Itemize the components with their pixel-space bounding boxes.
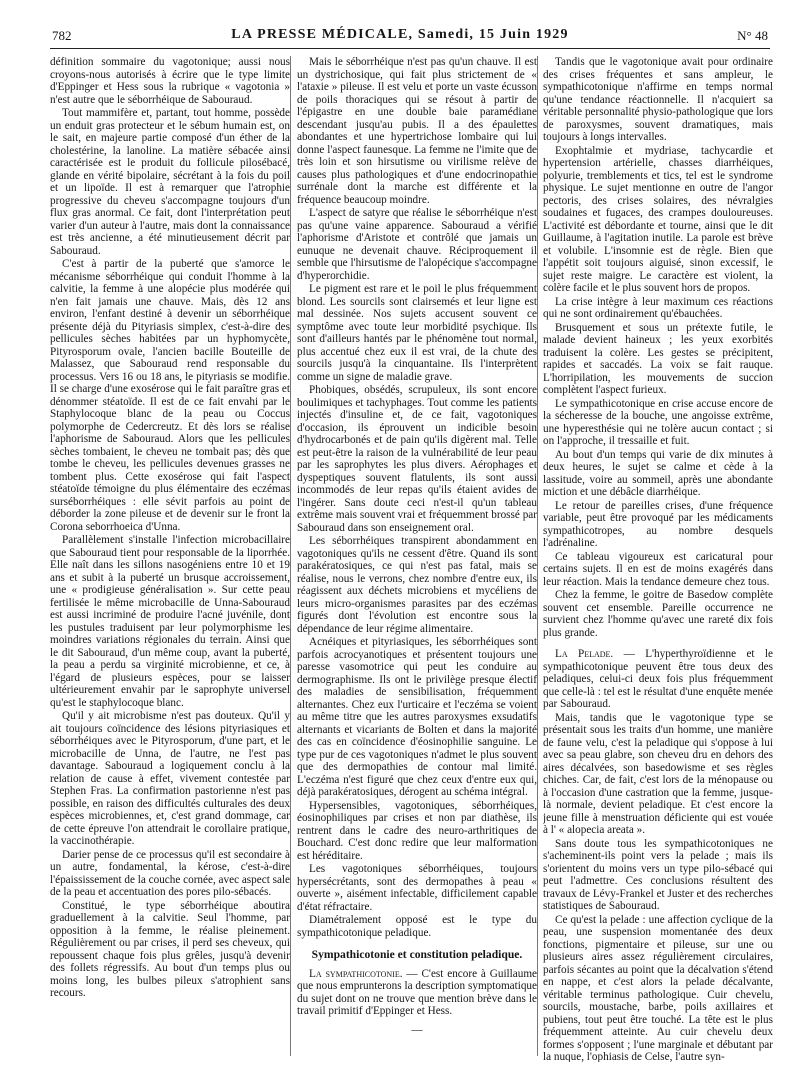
paragraph: Ce tableau vigoureux est caricatural pour certains sujets. Il en est de moins exagérés dans leur réaction. Mais la tendance demeure chez tous. (543, 550, 773, 588)
end-dash: — (411, 1023, 423, 1036)
section-lead: La sympathicotonie. (309, 967, 403, 980)
page-number: 782 (52, 28, 72, 43)
column-1 (50, 56, 290, 1062)
paragraph: Darier pense de ce processus qu'il est secondaire à un autre, fondamental, la kérose, c'est-à-dire l'épaississement de la couche cornée, avec aspect sale de la peau et accentuation des pores pilo-sébacés. (50, 848, 290, 898)
column-3 (543, 56, 773, 1062)
paragraph: Qu'il y ait microbisme n'est pas douteux. Qu'il y ait toujours coïncidence des lésions pityriasiques et séborrhéiques avec le Pityrosporum, d'une part, et le microbacille de Unna, de l'autre, ne l'est pas davantage. Sabouraud a logiquement conclu à la relation de cause à effet, vivement contestée par Stephen Fras. La confirmation pastorienne n'est pas possible, en raison des difficultés culturales des deux espèces microbiennes, et, c'est grand dommage, car de cette épreuve l'on attendrait le corollaire pratique, la vaccinothérapie. (50, 710, 290, 847)
section-lead: La Pelade. (555, 648, 614, 660)
page-header (0, 26, 800, 48)
paragraph: Diamétralement opposé est le type du sympathicotonique peladique. (297, 914, 537, 939)
header-rule (50, 48, 770, 49)
paragraph: Le retour de pareilles crises, d'une fréquence variable, peut être provoqué par les médicaments sympathicotropes, au nombre desquels l'adrénaline. (543, 499, 773, 549)
paragraph: Parallèlement s'installe l'infection microbacillaire que Sabouraud tient pour responsable de la liporrhée. Elle naît dans les sillons nasogéniens entre 10 et 19 ans et subit à la puberté un brusque accroissement, une « prodigieuse généralisation ». Sur cette peau fertilisée le même microbacille de Unna-Sabouraud est aussi incriminé de produire l'acné juvénile, dont les pustules traduisent par leur polymorphisme les moindres variations régionales du terrain. Ainsi que le dit Sabouraud, d'un même coup, avant la puberté, la peau a perdu sa virginité microbienne, et ce, à l'égard de plusieurs espèces, pour se laisser ultérieurement envahir par le saprophyte universel qu'est le staphylocoque blanc. (50, 534, 290, 709)
paragraph: Le sympathicotonique en crise accuse encore de la sécheresse de la bouche, une angoisse extrême, une hyperesthésie qui ne tolère aucun contact ; si on l'approche, il tressaille et fuit. (543, 397, 773, 447)
journal-title: LA PRESSE MÉDICALE, Samedi, 15 Juin 1929 (231, 27, 569, 42)
paragraph: L'aspect de satyre que réalise le séborrhéique n'est pas qu'une vaine apparence. Sabouraud a vérifié l'aphorisme d'Aristote et contrôlé que jamais un eunuque ne devenait chauve. Réciproquement il semble que l'hirsutisme de l'alopécique s'accompagne d'hyperorchidie. (297, 207, 537, 282)
paragraph: Sans doute tous les sympathicotoniques ne s'acheminent-ils point vers la pelade ; mais ils s'orientent du moins vers un type pilo-sébacé qui peut l'admettre. Ces conclusions résultent des travaux de Lévy-Frankel et Juster et des recherches statistiques de Sabouraud. (543, 837, 773, 912)
paragraph: Les séborrhéiques transpirent abondamment en vagotoniques qu'ils ne cessent d'être. Quand ils sont parakératosiques, ce qui n'est pas fatal, mais se réalise, nous le verrons, chez nombre d'entre eux, ils réagissent aux déchets microbiens et mycéliens de leurs micro-organismes parasites par des eczémas figurés dont l'évolution est encontre sous la dépendance de leur régime alimentaire. (297, 535, 537, 635)
paragraph: Tout mammifère et, partant, tout homme, possède un enduit gras protecteur et le sébum humain est, on le sait, en majeure partie composé d'un éther de la cholestérine, la lanoline. La matière sébacée ainsi caractérisée est le produit du follicule pilosébacé, glande en vérité bipolaire, sécrétant à la fois du poil et un lipoïde. Il est à remarquer que l'atrophie progressive du cheveu s'accompagne toujours d'un flux gras anormal. Ce fait, dont l'interprétation peut varier d'un auteur à l'autre, mais dont la connaissance est très ancienne, a été minutieusement décrit par Sabouraud. (50, 107, 290, 257)
column-divider-2 (537, 56, 538, 1056)
paragraph: Le pigment est rare et le poil le plus fréquemment blond. Les sourcils sont clairsemés et leur ligne est mal dessinée. Nos sujets accusent souvent ce symptôme avec toute leur morbidité psychique. Ils sont d'ailleurs hantés par le phénomène tout normal, plus accentué chez eux il est vrai, de la chute des sourcils jusqu'à la cinquantaine. Ils l'interprètent comme un signe de maladie grave. (297, 283, 537, 383)
paragraph: Mais le séborrhéique n'est pas qu'un chauve. Il est un dystrichosique, qui fait plus strictement de « l'ataxie » pileuse. Il est velu et porte un vaste écusson de poils thoraciques qui se résout à partir de l'épigastre en une double baie paramédiane descendant jusqu'au pubis. Il a des épaulettes abondantes et une hypertrichose lombaire qui lui donne l'aspect faunesque. La femme ne l'imite que de très loin et son hirsutisme ou virilisme relève de causes plus pathologiques et d'une endocrinopathie surrénale dont la marche est différente et la fréquence beaucoup moindre. (297, 56, 537, 206)
paragraph: Au bout d'un temps qui varie de dix minutes à deux heures, le sujet se calme et cède à la lassitude, voire au sommeil, après une abondante miction et une débâcle diarrhéique. (543, 448, 773, 498)
paragraph: La crise intègre à leur maximum ces réactions qui ne sont ordinairement qu'ébauchées. (543, 295, 773, 320)
column-divider-1 (290, 56, 291, 1056)
paragraph: Phobiques, obsédés, scrupuleux, ils sont encore boulimiques et tachyphages. Tout comme les patients injectés d'insuline et, de ce fait, vagotoniques d'occasion, ils éprouvent un indicible besoin d'hydrocarbonés et de pain qu'ils digèrent mal. Telle est peut-être la raison de la vulnérabilité de leur peau par les saprophytes les plus divers. Aérophages et dyspeptiques souvent flatulents, ils sont aussi incommodés de leur repas qu'ils étaient avides de l'ingérer. Sans doute ceci n'est-il qu'un tableau extrême mais souvent vrai et fréquemment brossé par Sabouraud dans son enseignement oral. (297, 384, 537, 534)
paragraph: Exophtalmie et mydriase, tachycardie et hypertension artérielle, chasses diarrhéiques, polyurie, tremblements et tics, tel est le syndrome physique. Le sujet mentionne en outre de l'angor pectoris, des crises solaires, des névralgies soudaines et fugaces, des crampes douloureuses. L'activité est débordante et tourne, ainsi que le dit Guillaume, à l'agitation inutile. La parole est brève et volubile. L'insomnie est de règle. Bien que l'appétit soit toujours aiguisé, sinon excessif, le sujet reste maigre. Le caractère est violent, la colère facile et le plus souvent hors de propos. (543, 144, 773, 294)
paragraph: Mais, tandis que le vagotonique type se présentait sous les traits d'un homme, une manière de faune velu, c'est la peladique qui s'oppose à lui avec sa peau glabre, son cheveu dru en dehors des aires décalvées, son basedowisme et ses règles chiches. Car, de fait, c'est lors de la ménopause ou à l'occasion d'une castration que la femme, jusque-là normale, devient peladique. Et c'est encore la jeune fille à menstruation déficiente qui est vouée à l' « alopecia areata ». (543, 711, 773, 836)
paragraph: Chez la femme, le goitre de Basedow complète souvent cet ensemble. Pareille occurrence ne survient chez l'homme qu'avec une rareté dix fois plus grande. (543, 589, 773, 639)
paragraph: — C'est encore à Guillaume que nous emprunterons la description symptomatique du sujet dont on ne trouve que mention brève dans le travail primitif d'Eppinger et Hess. (297, 967, 537, 1017)
paragraph: Acnéiques et pityriasiques, les séborrhéiques sont parfois acrocyanotiques et présentent toujours une paresse vasomotrice qui peut les conduire au dermographisme. Ils ont le privilège presque électif des maladies de sensibilisation, fréquemment alternantes. Chez eux l'urticaire et l'eczéma se voient au même titre que les autres paroxysmes exsudatifs alternants et vicariants de Bolten et dans la majorité des cas en coïncidence d'éosinophilie sanguine. Le type pur de ces vagotoniques n'admet le plus souvent que des dermopathies de contour mal limité. L'eczéma n'est figuré que chez ceux d'entre eux qui, déjà parakératosiques, dérogent au schéma intégral. (297, 636, 537, 798)
section-title: Sympathicotonie et constitution peladique. (311, 948, 523, 961)
paragraph: C'est à partir de la puberté que s'amorce le mécanisme séborrhéique qui conduit l'homme à la calvitie, la femme à une alopécie plus modérée qui n'en fait jamais une chauve. Mais, dès 12 ans environ, l'enfant destiné à devenir un séborrhéique présente déjà du Pityriasis simplex, c'est-à-dire des pellicules sèches habitées par un hyphomycète, Pityrosporum ovale, l'ancien bacille Bouteille de Malassez, que Sabouraud rend responsable du processus. Vers 16 ou 18 ans, le pityriasis se modifie. Il se charge d'une exosérose qui le fait paraître gras et dénommer stéatoïde. Il est de ce fait envahi par le Staphylocoque blanc de la peau ou Coccus polymorphe de Cedercreutz. Et dès lors se réalise l'aphorisme de Sabouraud. Alors que les pellicules sèches tombaient, le cheveu ne tombait pas; dès que tombe le cheveu, les pellicules devenues grasses ne tombent plus. Cette exosérose qui fait l'aspect stéatoïde témoigne du plus élémentaire des eczémas surséborrhéiques : elle sévit parfois au point de déborder la zone pileuse et de devenir sur le front la Corona seborrhoeica d'Unna. (50, 258, 290, 533)
paragraph: Les vagotoniques séborrhéiques, toujours hypersécrétants, sont des dermopathes à peau « ouverte », aisément infectable, difficilement capable d'état réfractaire. (297, 863, 537, 913)
paragraph: Brusquement et sous un prétexte futile, le malade devient haineux ; les yeux exorbités traduisent la colère. Les gestes se précipitent, rapides et saccadés. La voix se fait rauque. L'horripilation, les mouvements de succion complètent l'aspect furieux. (543, 321, 773, 396)
paragraph: définition sommaire du vagotonique; aussi nous croyons-nous autorisés à écrire que le type limite d'Eppinger et Hess sous la rubrique « vagotonia » n'est autre que le séborrhéique de Sabouraud. (50, 56, 290, 106)
issue-number: N° 48 (737, 28, 768, 43)
paragraph: Ce qu'est la pelade : une affection cyclique de la peau, une suspension momentanée des deux fonctions, pigmentaire et pileuse, sur une ou plusieurs aires assez régulièrement circulaires, parfois sécantes au point que la décalvation s'étend en nappe, et c'est alors la pelade décalvante, véritable terminus pathologique. Cuir chevelu, sourcils, moustache, barbe, poils axillaires et pubiens, tout peut être touché. La tête est le plus fréquemment atteinte. Au cuir chevelu deux formes s'opposent ; l'une marginale et débutant par la nuque, l'ophiasis de Celse, l'autre syn- (543, 913, 773, 1062)
column-2 (297, 56, 537, 1062)
paragraph: — L'hyperthyroïdienne et le sympathicotonique peuvent être tous deux des peladiques, celui-ci deux fois plus fréquemment que celle-là : tel est le résultat d'une enquête menée par Sabouraud. (543, 648, 773, 710)
paragraph: Hypersensibles, vagotoniques, séborrhéiques, éosinophiliques par crises et non par diathèse, ils rentrent dans le cadre des neuro-arthritiques de Bouchard. C'est donc redire que leur malformation est héréditaire. (297, 799, 537, 862)
paragraph: Tandis que le vagotonique avait pour ordinaire des crises fréquentes et sans ampleur, le sympathicotonique n'affirme en temps normal qu'une tendance réactionnelle. Il n'acquiert sa véritable personnalité physio-pathologique que lors de paroxysmes, souvent dramatiques, mais toujours à longs intervalles. (543, 56, 773, 143)
paragraph: Constitué, le type séborrhéique aboutira graduellement à la calvitie. Seul l'homme, par opposition à la femme, le réalise pleinement. Régulièrement ou par crises, il perd ses cheveux, qui repoussent chaque fois plus grêles, jusqu'à devenir des follets régressifs. Au bout d'un temps plus ou moins long, les bulbes pileux s'atrophient sans recours. (50, 899, 290, 999)
